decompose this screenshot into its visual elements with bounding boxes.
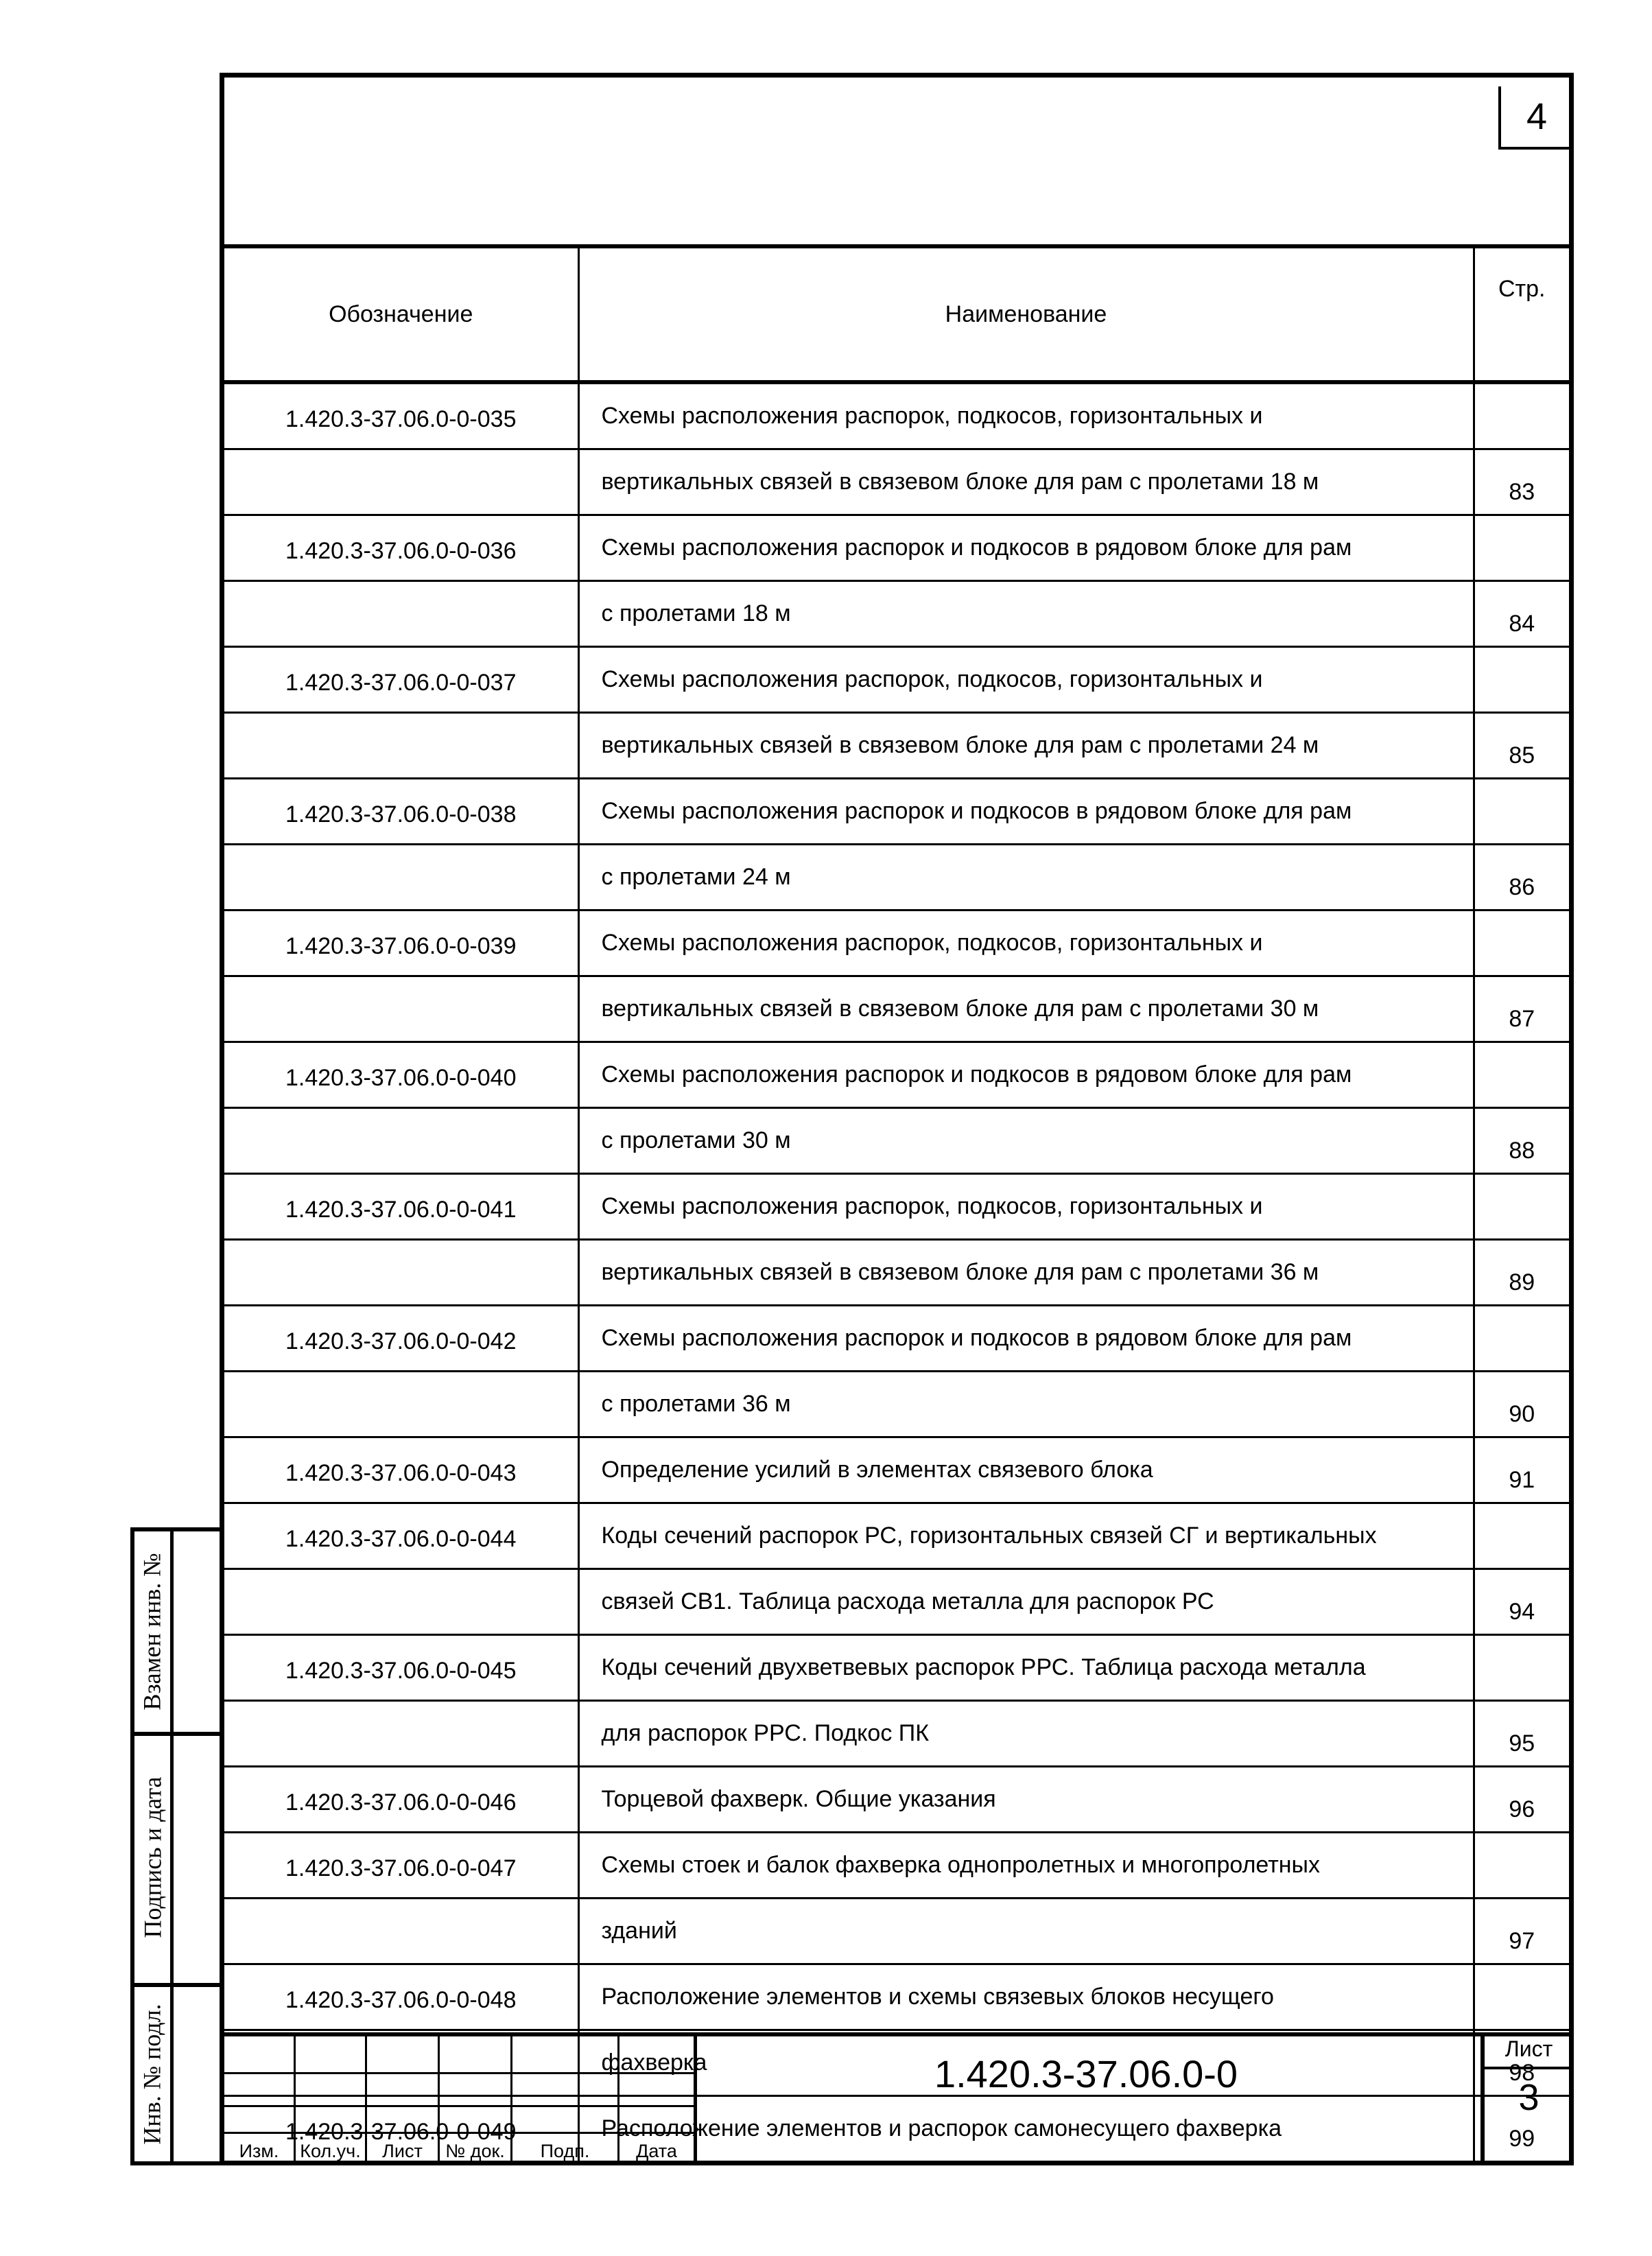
title-block-col bbox=[512, 2036, 620, 2165]
row-code bbox=[224, 1569, 578, 1635]
row-code: 1.420.3-37.06.0-0-043 bbox=[224, 1437, 578, 1503]
row-name: Определение усилий в элементах связевого блока bbox=[578, 1437, 1474, 1503]
table-row bbox=[224, 1964, 1569, 2030]
table-row bbox=[224, 382, 1569, 449]
col-label-kol-uch: Кол.уч. bbox=[300, 2141, 361, 2161]
col-label-date: Дата bbox=[636, 2141, 677, 2161]
side-label-cell bbox=[134, 1983, 170, 2165]
row-page bbox=[1474, 1503, 1569, 1569]
row-name: Схемы расположения распорок, подкосов, горизонтальных и bbox=[578, 1174, 1474, 1240]
side-stamp-divider bbox=[170, 1531, 174, 2161]
table-row bbox=[224, 1306, 1569, 1372]
table-row bbox=[224, 1899, 1569, 1964]
col-label-podp: Подп. bbox=[540, 2141, 590, 2161]
sheet-box-line bbox=[1485, 2067, 1573, 2069]
row-name: Схемы расположения распорок и подкосов в рядовом блоке для рам bbox=[578, 515, 1474, 581]
row-page: 88 bbox=[1474, 1108, 1569, 1174]
table-row bbox=[224, 1240, 1569, 1306]
row-code: 1.420.3-37.06.0-0-037 bbox=[224, 647, 578, 713]
table-row bbox=[224, 1503, 1569, 1569]
col-label-list: Лист bbox=[382, 2141, 423, 2161]
row-page: 98 bbox=[1474, 2030, 1569, 2096]
row-page: 96 bbox=[1474, 1767, 1569, 1833]
row-code bbox=[224, 845, 578, 910]
row-code bbox=[224, 1899, 578, 1964]
col-label-doc-no: № док. bbox=[445, 2141, 505, 2161]
row-name: вертикальных связей в связевом блоке для рам с пролетами 24 м bbox=[578, 713, 1474, 779]
table-row bbox=[224, 713, 1569, 779]
table-row bbox=[224, 449, 1569, 515]
table-row bbox=[224, 976, 1569, 1042]
row-name: Торцевой фахверк. Общие указания bbox=[578, 1767, 1474, 1833]
row-code bbox=[224, 449, 578, 515]
title-block-col bbox=[440, 2036, 512, 2165]
side-label-replace-inv: Взамен инв. № bbox=[139, 1553, 166, 1711]
side-label-inv-no: Инв. № подл. bbox=[139, 2004, 166, 2145]
col-label-izm: Изм. bbox=[239, 2141, 279, 2161]
row-name: Схемы расположения распорок и подкосов в рядовом блоке для рам bbox=[578, 1042, 1474, 1108]
spec-table bbox=[224, 244, 1569, 2165]
header-page: Стр. bbox=[1474, 246, 1569, 382]
row-name: Схемы стоек и балок фахверка однопролетных и многопролетных bbox=[578, 1833, 1474, 1899]
row-name: связей СВ1. Таблица расхода металла для распорок РС bbox=[578, 1569, 1474, 1635]
table-row bbox=[224, 910, 1569, 976]
row-page: 91 bbox=[1474, 1437, 1569, 1503]
row-page: 97 bbox=[1474, 1899, 1569, 1964]
table-row bbox=[224, 1767, 1569, 1833]
row-code: 1.420.3-37.06.0-0-039 bbox=[224, 910, 578, 976]
table-row bbox=[224, 779, 1569, 845]
row-code bbox=[224, 1372, 578, 1437]
row-code: 1.420.3-37.06.0-0-049 bbox=[224, 2096, 578, 2163]
row-code: 1.420.3-37.06.0-0-044 bbox=[224, 1503, 578, 1569]
row-name: Схемы расположения распорок, подкосов, горизонтальных и bbox=[578, 382, 1474, 449]
row-page bbox=[1474, 1635, 1569, 1701]
row-name: Схемы расположения распорок и подкосов в рядовом блоке для рам bbox=[578, 1306, 1474, 1372]
table-row bbox=[224, 845, 1569, 910]
row-name: вертикальных связей в связевом блоке для рам с пролетами 18 м bbox=[578, 449, 1474, 515]
row-page: 83 bbox=[1474, 449, 1569, 515]
row-name: Коды сечений двухветвевых распорок РРС. Таблица расхода металла bbox=[578, 1635, 1474, 1701]
row-name: Коды сечений распорок РС, горизонтальных связей СГ и вертикальных bbox=[578, 1503, 1474, 1569]
table-row bbox=[224, 515, 1569, 581]
row-name: с пролетами 36 м bbox=[578, 1372, 1474, 1437]
table-row bbox=[224, 1833, 1569, 1899]
row-name: вертикальных связей в связевом блоке для рам с пролетами 30 м bbox=[578, 976, 1474, 1042]
header-designation: Обозначение bbox=[224, 246, 578, 382]
row-code: 1.420.3-37.06.0-0-035 bbox=[224, 382, 578, 449]
row-page: 95 bbox=[1474, 1701, 1569, 1767]
row-code: 1.420.3-37.06.0-0-047 bbox=[224, 1833, 578, 1899]
row-code: 1.420.3-37.06.0-0-048 bbox=[224, 1964, 578, 2030]
sheet-label: Лист bbox=[1504, 2036, 1553, 2061]
row-name: зданий bbox=[578, 1899, 1474, 1964]
row-page: 85 bbox=[1474, 713, 1569, 779]
title-block-col bbox=[367, 2036, 440, 2165]
sheet-number: 3 bbox=[1518, 2077, 1539, 2118]
row-name: с пролетами 18 м bbox=[578, 581, 1474, 647]
row-page bbox=[1474, 910, 1569, 976]
side-label-sign-date: Подпись и дата bbox=[139, 1776, 167, 1938]
title-block-col bbox=[224, 2036, 296, 2165]
document-code: 1.420.3-37.06.0-0 bbox=[934, 2052, 1238, 2095]
row-name: Схемы расположения распорок и подкосов в рядовом блоке для рам bbox=[578, 779, 1474, 845]
table-header-row bbox=[224, 246, 1569, 382]
row-name: с пролетами 30 м bbox=[578, 1108, 1474, 1174]
table-row bbox=[224, 1108, 1569, 1174]
table-row bbox=[224, 581, 1569, 647]
title-block-col bbox=[296, 2036, 367, 2165]
row-code bbox=[224, 976, 578, 1042]
row-page: 90 bbox=[1474, 1372, 1569, 1437]
title-block-col bbox=[620, 2036, 697, 2165]
side-stamp bbox=[130, 1527, 224, 2165]
table-row bbox=[224, 1372, 1569, 1437]
row-code: 1.420.3-37.06.0-0-038 bbox=[224, 779, 578, 845]
row-code: 1.420.3-37.06.0-0-040 bbox=[224, 1042, 578, 1108]
page-corner-number: 4 bbox=[1498, 86, 1572, 150]
row-name: для распорок РРС. Подкос ПК bbox=[578, 1701, 1474, 1767]
row-code bbox=[224, 1240, 578, 1306]
row-page bbox=[1474, 779, 1569, 845]
row-code: 1.420.3-37.06.0-0-042 bbox=[224, 1306, 578, 1372]
row-name: Расположение элементов и распорок самонесущего фахверка bbox=[578, 2096, 1474, 2163]
row-page: 94 bbox=[1474, 1569, 1569, 1635]
row-name: с пролетами 24 м bbox=[578, 845, 1474, 910]
row-code: 1.420.3-37.06.0-0-046 bbox=[224, 1767, 578, 1833]
row-page bbox=[1474, 1964, 1569, 2030]
row-page: 86 bbox=[1474, 845, 1569, 910]
row-name: Схемы расположения распорок, подкосов, горизонтальных и bbox=[578, 910, 1474, 976]
row-code bbox=[224, 1701, 578, 1767]
table-row bbox=[224, 1174, 1569, 1240]
row-code: 1.420.3-37.06.0-0-041 bbox=[224, 1174, 578, 1240]
table-row bbox=[224, 1635, 1569, 1701]
header-name: Наименование bbox=[578, 246, 1474, 382]
table-row bbox=[224, 1569, 1569, 1635]
sheet-box bbox=[1480, 2032, 1573, 2161]
row-code bbox=[224, 581, 578, 647]
row-code bbox=[224, 1108, 578, 1174]
row-name: Схемы расположения распорок, подкосов, горизонтальных и bbox=[578, 647, 1474, 713]
row-page bbox=[1474, 1833, 1569, 1899]
row-page: 84 bbox=[1474, 581, 1569, 647]
row-page bbox=[1474, 647, 1569, 713]
table-row bbox=[224, 1042, 1569, 1108]
row-name: фахверка bbox=[578, 2030, 1474, 2096]
side-label-cell bbox=[134, 1732, 170, 1983]
row-page bbox=[1474, 1174, 1569, 1240]
table-row bbox=[224, 1437, 1569, 1503]
row-code: 1.420.3-37.06.0-0-045 bbox=[224, 1635, 578, 1701]
row-name: вертикальных связей в связевом блоке для рам с пролетами 36 м bbox=[578, 1240, 1474, 1306]
row-page bbox=[1474, 1306, 1569, 1372]
side-label-cell bbox=[134, 1531, 170, 1732]
row-page: 87 bbox=[1474, 976, 1569, 1042]
row-name: Расположение элементов и схемы связевых блоков несущего bbox=[578, 1964, 1474, 2030]
row-page: 89 bbox=[1474, 1240, 1569, 1306]
row-page bbox=[1474, 382, 1569, 449]
row-page bbox=[1474, 515, 1569, 581]
row-page: 99 bbox=[1474, 2096, 1569, 2163]
row-code bbox=[224, 713, 578, 779]
row-page bbox=[1474, 1042, 1569, 1108]
row-code: 1.420.3-37.06.0-0-036 bbox=[224, 515, 578, 581]
table-row bbox=[224, 647, 1569, 713]
table-row bbox=[224, 1701, 1569, 1767]
